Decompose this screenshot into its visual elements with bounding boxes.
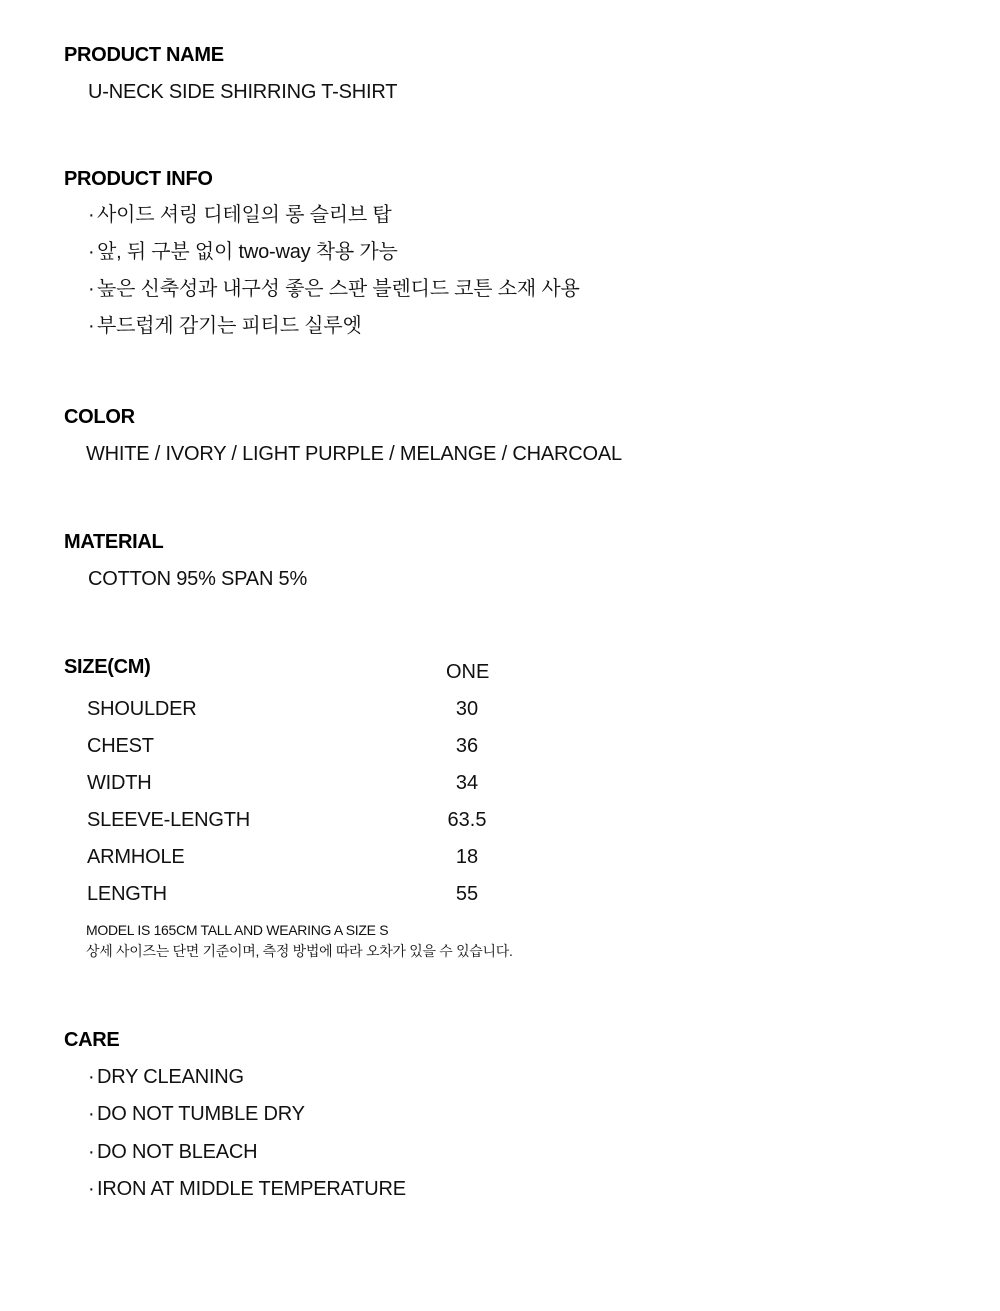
bullet-dot: · <box>88 1141 95 1163</box>
bullet-dot: · <box>88 278 95 300</box>
size-row-label: LENGTH <box>87 883 167 905</box>
care-item <box>88 1102 305 1126</box>
measurement-note: 상세 사이즈는 단면 기준이며, 측정 방법에 따라 오차가 있을 수 있습니다. <box>86 943 513 959</box>
product-info-item-text: 높은 신축성과 내구성 좋은 스판 블렌디드 코튼 소재 사용 <box>97 278 580 300</box>
size-row-label: ARMHOLE <box>87 846 185 868</box>
size-row-value: 63.5 <box>447 809 487 831</box>
product-info-item-text: 앞, 뒤 구분 없이 two-way 착용 가능 <box>97 241 398 263</box>
size-heading: SIZE(CM) <box>64 656 151 678</box>
care-item-text: DO NOT BLEACH <box>97 1141 258 1163</box>
size-row-value: 30 <box>455 698 479 720</box>
size-column-header: ONE <box>446 661 490 683</box>
product-info-item-text: 부드럽게 감기는 피티드 실루엣 <box>97 315 362 337</box>
size-row-label: CHEST <box>87 735 154 757</box>
product-info-item <box>88 314 362 338</box>
product-info-heading: PRODUCT INFO <box>64 168 213 190</box>
product-name-value: U-NECK SIDE SHIRRING T-SHIRT <box>88 81 398 103</box>
care-item-text: IRON AT MIDDLE TEMPERATURE <box>97 1178 406 1200</box>
bullet-dot: · <box>88 1066 95 1088</box>
material-heading: MATERIAL <box>64 531 164 553</box>
product-info-item <box>88 203 391 227</box>
product-info-item-text: 사이드 셔링 디테일의 롱 슬리브 탑 <box>97 204 392 226</box>
material-value: COTTON 95% SPAN 5% <box>88 568 308 590</box>
size-row-label: SHOULDER <box>87 698 197 720</box>
size-row-label: SLEEVE-LENGTH <box>87 809 251 831</box>
bullet-dot: · <box>88 1103 95 1125</box>
care-item-text: DO NOT TUMBLE DRY <box>97 1103 305 1125</box>
size-row-value: 34 <box>455 772 479 794</box>
care-item-text: DRY CLEANING <box>97 1066 244 1088</box>
bullet-dot: · <box>88 204 95 226</box>
bullet-dot: · <box>88 315 95 337</box>
size-row-value: 55 <box>455 883 479 905</box>
bullet-dot: · <box>88 1178 95 1200</box>
size-row-value: 36 <box>455 735 479 757</box>
care-item <box>88 1140 257 1164</box>
size-row-label: WIDTH <box>87 772 152 794</box>
product-info-item <box>88 240 398 264</box>
care-heading: CARE <box>64 1029 120 1051</box>
product-info-item <box>88 277 580 301</box>
care-item <box>88 1177 406 1201</box>
product-name-heading: PRODUCT NAME <box>64 44 224 66</box>
color-heading: COLOR <box>64 406 135 428</box>
bullet-dot: · <box>88 241 95 263</box>
model-size-note: MODEL IS 165CM TALL AND WEARING A SIZE S <box>86 922 389 938</box>
color-value: WHITE / IVORY / LIGHT PURPLE / MELANGE / CHARCOAL <box>86 443 622 465</box>
size-row-value: 18 <box>455 846 479 868</box>
care-item <box>88 1065 244 1089</box>
